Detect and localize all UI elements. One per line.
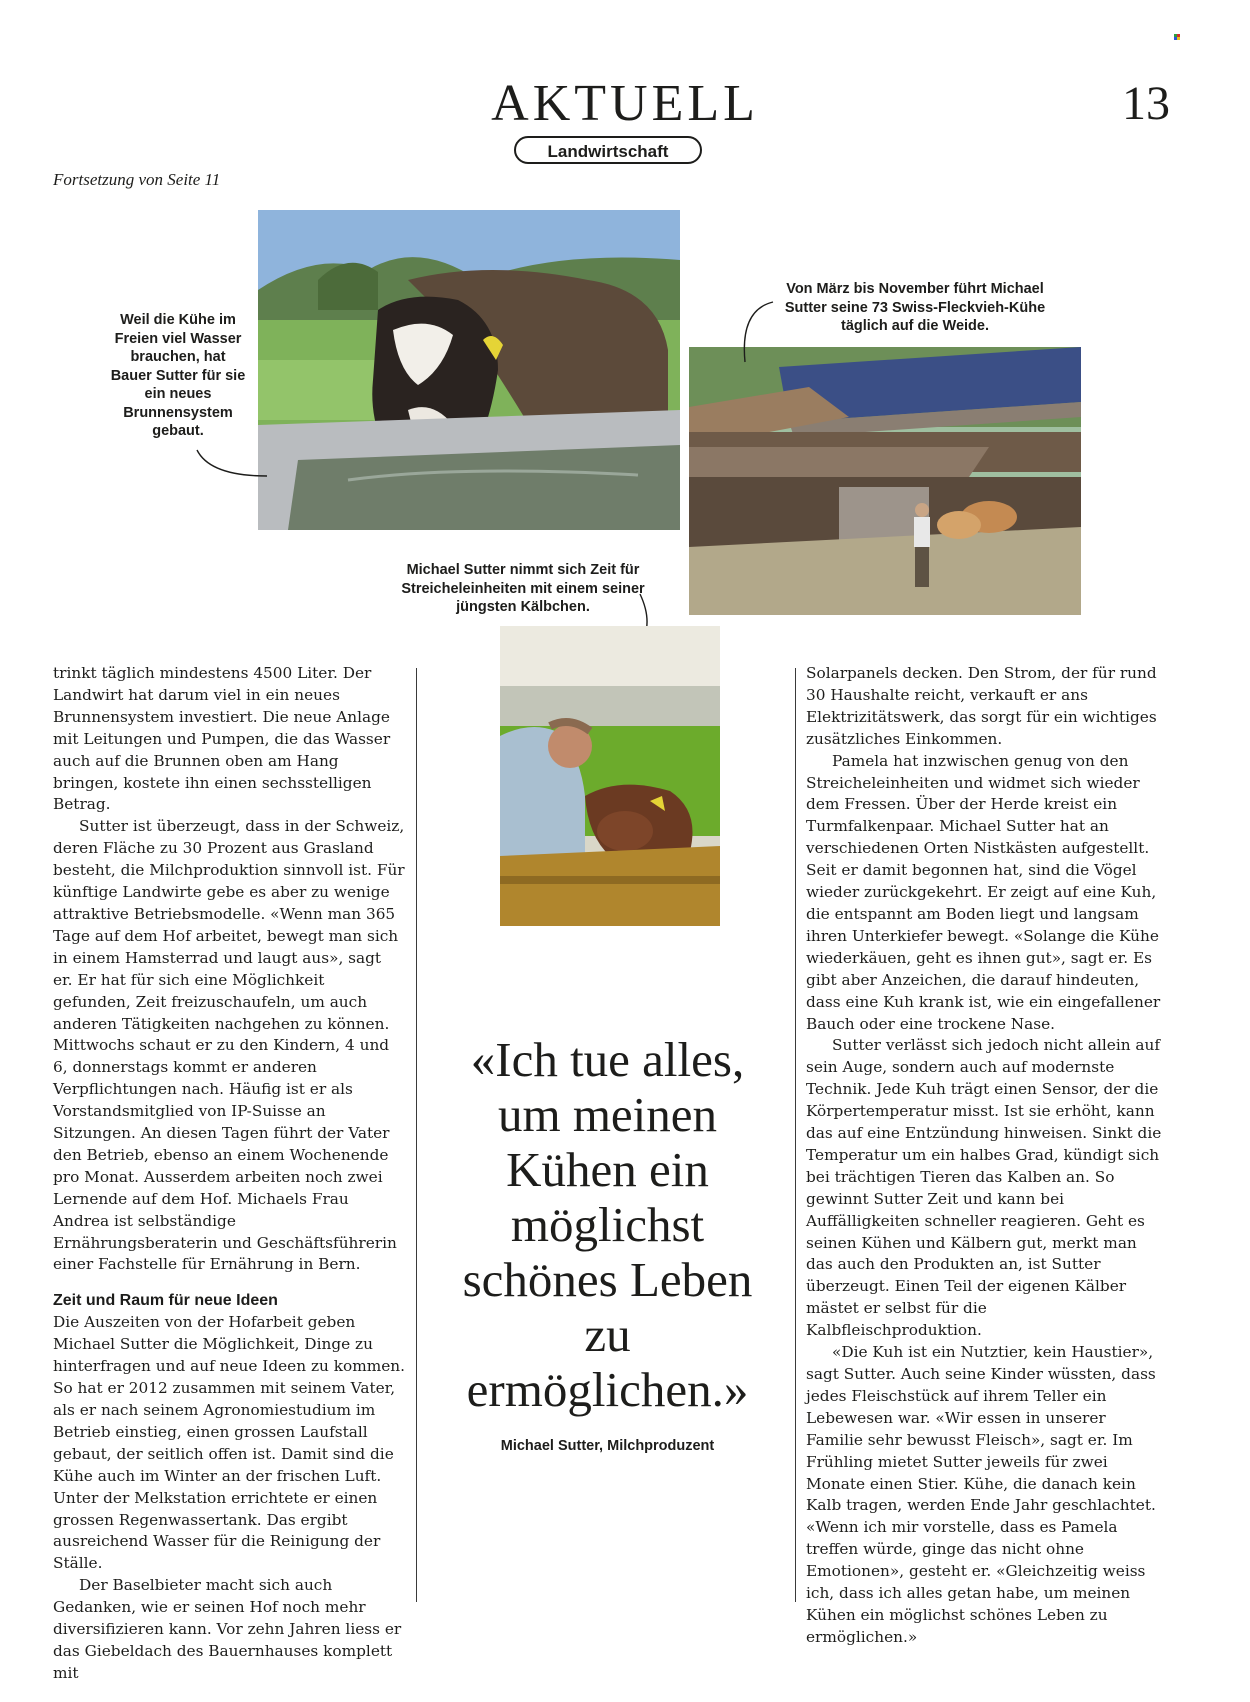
paragraph: Die Auszeiten von der Hofarbeit geben Michael Sutter die Möglichkeit, Dinge zu hinterfragen und auf neue Ideen zu kommen. So hat er 2012 zusammen mit seinem Vater, als er nach seinem Agronomiestudium im Betrieb einstieg, einen grossen Laufstall gebaut, der seitlich offen ist. Damit sind die Kühe auch im Winter an der frischen Luft. Unter der Melkstation errichtete er einen grossen Regenwassertank. Das ergibt ausreichend Wasser für die Reinigung der Ställe. [53, 1313, 405, 1573]
paragraph: trinkt täglich mindestens 4500 Liter. Der Landwirt hat darum viel in ein neues Brunnensystem investiert. Die neue Anlage mit Leitungen und Pumpen, die das Wasser auch auf die Brunnen oben am Hang bringen, kostete ihn einen sechsstelligen Betrag. [53, 664, 391, 814]
paragraph: Der Baselbieter macht sich auch Gedanken, wie er seinen Hof noch mehr diversifizieren kann. Vor zehn Jahren liess er das Giebeldach des Bauernhauses komplett mit [53, 1576, 402, 1682]
column-divider [795, 668, 796, 1602]
continuation-note: Fortsetzung von Seite 11 [53, 170, 221, 189]
article-column-left [53, 663, 405, 1685]
paragraph: Pamela hat inzwischen genug von den Streicheleinheiten und widmet sich wieder dem Fressen. Über der Herde kreist ein Turmfalkenpaar. Michael Sutter hat an verschiedenen Orten Nistkästen aufgestellt. Seit er damit begonnen hat, sind die Vögel wieder zurückgekehrt. Er zeigt auf eine Kuh, die entspannt am Boden liegt und langsam ihren Unterkiefer bewegt. «Solange die Kühe wiederkäuen, geht es ihnen gut», sagt er. Es gibt aber Anzeichen, die darauf hindeuten, dass eine Kuh krank ist, wie ein eingefallener Bauch oder eine trockene Nase. [806, 751, 1161, 1033]
paragraph: Solarpanels decken. Den Strom, der für rund 30 Haushalte reicht, verkauft er ans Elektrizitätswerk, das sorgt für ein wichtiges zusätzliches Einkommen. [806, 664, 1157, 748]
subheading: Zeit und Raum für neue Ideen [53, 1292, 278, 1310]
paragraph: Sutter verlässt sich jedoch nicht allein auf sein Auge, sondern auch auf modernste Technik. Jede Kuh trägt einen Sensor, der die Körpertemperatur misst. Ist sie erhöht, kann das auf eine Entzündung hinweisen. Sinkt die Temperatur um ein halbes Grad, kündigt sich bei trächtigen Tieren das Kalben an. So gewinnt Sutter Zeit und kann bei Auffälligkeiten schneller reagieren. Geht es seinen Kühen und Kälbern gut, merkt man das auch den Produkten an, ist Sutter überzeugt. Einen Teil der eigenen Kälber mästet er selbst für die Kalbfleischproduktion. [806, 1036, 1162, 1340]
pull-quote-author: Michael Sutter, Milchproduzent [500, 1438, 715, 1454]
page-number: 13 [1122, 77, 1170, 130]
photo-barn-solar [689, 347, 1081, 615]
article-column-right [806, 663, 1162, 1649]
photo-cow-drinking [258, 210, 680, 530]
caption-cow-water: Weil die Kühe im Freien viel Wasser brauchen, hat Bauer Sutter für sie ein neues Brunnensystem gebaut. [110, 312, 246, 439]
color-register-mark [1174, 34, 1180, 40]
paragraph: Sutter ist überzeugt, dass in der Schweiz, deren Fläche zu 30 Prozent aus Grasland besteht, die Milchproduktion sinnvoll ist. Für künftige Landwirte gebe es aber zu wenige attraktive Betriebsmodelle. «Wenn man 365 Tage auf dem Hof arbeitet, bewegt man sich in einem Hamsterrad und laugt aus», sagt er. Er hat für sich eine Möglichkeit gefunden, Zeit freizuschaufeln, um auch anderen Tätigkeiten nachgehen zu können. Mittwochs schaut er zu den Kindern, 4 und 6, donnerstags kommt er anderen Verpflichtungen nach. Häufig ist er als Vorstandsmitglied von IP-Suisse an Sitzungen. An diesen Tagen führt der Vater den Betrieb, ebenso an einem Wochenende pro Monat. Ausserdem arbeiten noch zwei Lernende auf dem Hof. Michaels Frau Andrea ist selbständige Ernährungsberaterin und Geschäftsführerin einer Fachstelle für Ernährung in Bern. [53, 817, 405, 1274]
column-divider [416, 668, 417, 1602]
caption-calf: Michael Sutter nimmt sich Zeit für Streicheleinheiten mit einem seiner jüngsten Kälbchen. [401, 562, 645, 615]
section-title: AKTUELL [491, 75, 759, 132]
caption-barn: Von März bis November führt Michael Sutter seine 73 Swiss-Fleckvieh-Kühe täglich auf die Weide. [784, 281, 1046, 334]
pull-quote: «Ich tue alles, um meinen Kühen ein möglichst schönes Leben zu ermöglichen.» [462, 1032, 753, 1417]
caption-pointer-line [735, 300, 775, 370]
rubric-badge: Landwirtschaft [514, 136, 702, 164]
paragraph: «Die Kuh ist ein Nutztier, kein Haustier», sagt Sutter. Auch seine Kinder wüssten, dass jedes Fleischstück auf ihrem Teller ein Lebewesen war. «Wir essen in unserer Familie sehr bewusst Fleisch», sagt er. Im Frühling mietet Sutter jeweils für zwei Monate einen Stier. Kühe, die danach kein Kalb tragen, werden Ende Jahr geschlachtet. «Wenn ich mir vorstelle, dass es Pamela treffen würde, ginge das nicht ohne Emotionen», gesteht er. «Gleichzeitig weiss ich, dass ich alles getan habe, um meinen Kühen ein möglichst schönes Leben zu ermöglichen.» [806, 1343, 1156, 1646]
photo-calf [500, 626, 720, 926]
caption-pointer-line [195, 448, 275, 488]
